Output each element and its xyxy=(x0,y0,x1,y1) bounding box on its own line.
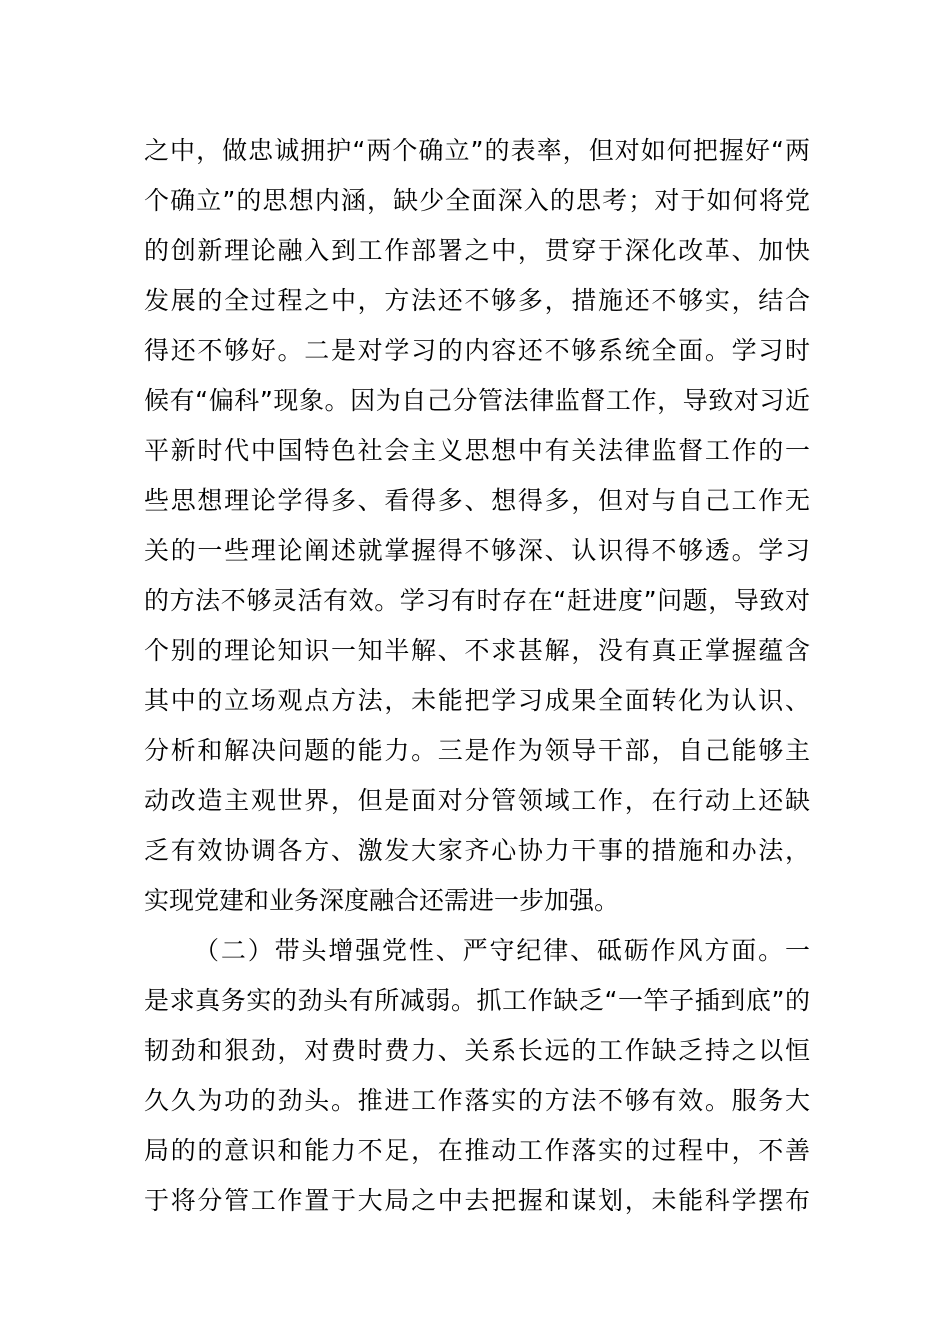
text-line: 于将分管工作置于大局之中去把握和谋划，未能科学摆布 xyxy=(144,1186,810,1215)
text-line: 分析和解决问题的能力。三是作为领导干部，自己能够主 xyxy=(144,736,810,765)
text-line: 其中的立场观点方法，未能把学习成果全面转化为认识、 xyxy=(144,686,810,715)
text-line: 是求真务实的劲头有所减弱。抓工作缺乏“一竿子插到底”的 xyxy=(144,986,810,1015)
text-line: 个别的理论知识一知半解、不求甚解，没有真正掌握蕴含 xyxy=(144,636,810,665)
text-line: 动改造主观世界，但是面对分管领域工作，在行动上还缺 xyxy=(144,786,810,815)
text-line: 实现党建和业务深度融合还需进一步加强。 xyxy=(144,886,620,915)
text-line: 候有“偏科”现象。因为自己分管法律监督工作，导致对习近 xyxy=(144,386,810,415)
text-line: 乏有效协调各方、激发大家齐心协力干事的措施和办法， xyxy=(144,836,810,865)
text-line: 关的一些理论阐述就掌握得不够深、认识得不够透。学习 xyxy=(144,536,810,565)
text-line: 局的的意识和能力不足，在推动工作落实的过程中，不善 xyxy=(144,1136,810,1165)
text-line: 的创新理论融入到工作部署之中，贯穿于深化改革、加快 xyxy=(144,236,810,265)
text-line: 韧劲和狠劲，对费时费力、关系长远的工作缺乏持之以恒 xyxy=(144,1036,810,1065)
text-line: 的方法不够灵活有效。学习有时存在“赶进度”问题，导致对 xyxy=(144,586,810,615)
text-line: 平新时代中国特色社会主义思想中有关法律监督工作的一 xyxy=(144,436,810,465)
section-heading-line: （二）带头增强党性、严守纪律、砥砺作风方面。一 xyxy=(194,936,810,965)
text-line: 发展的全过程之中，方法还不够多，措施还不够实，结合 xyxy=(144,286,810,315)
text-line: 得还不够好。二是对学习的内容还不够系统全面。学习时 xyxy=(144,336,810,365)
text-line: 久久为功的劲头。推进工作落实的方法不够有效。服务大 xyxy=(144,1086,810,1115)
text-line: 些思想理论学得多、看得多、想得多，但对与自己工作无 xyxy=(144,486,810,515)
text-line: 个确立”的思想内涵，缺少全面深入的思考；对于如何将党 xyxy=(144,186,810,215)
text-line: 之中，做忠诚拥护“两个确立”的表率，但对如何把握好“两 xyxy=(144,136,810,165)
